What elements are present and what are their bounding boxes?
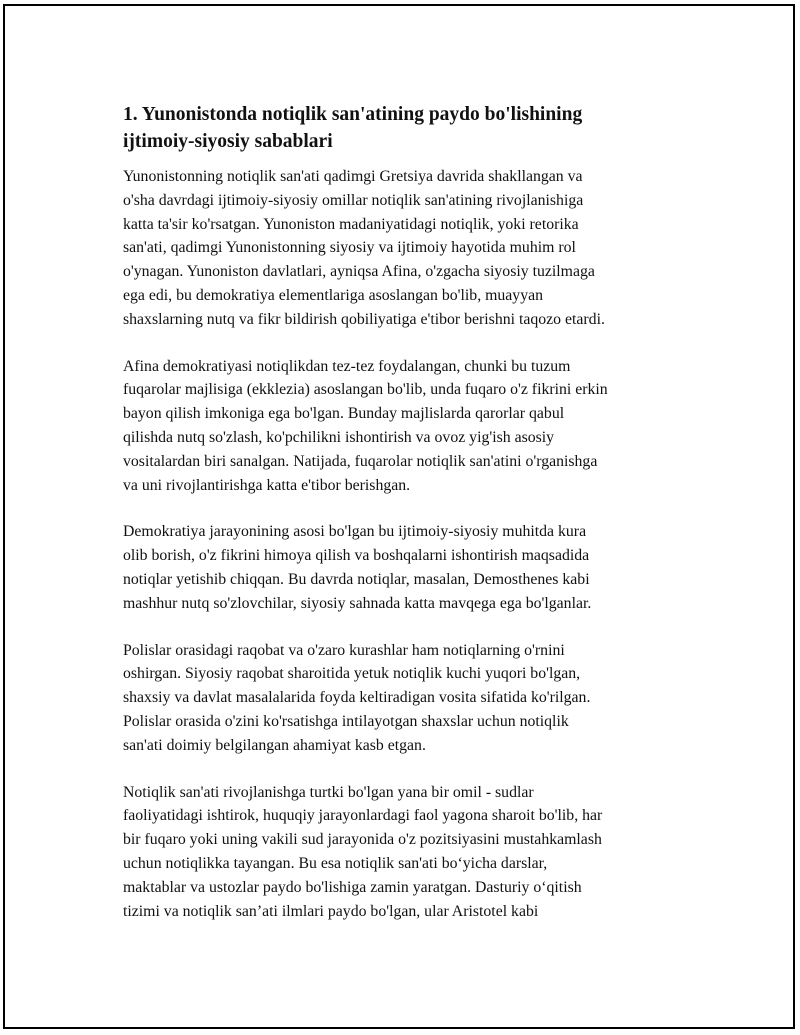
- text-line: shaxsiy va davlat masalalarida foyda keltiradigan vosita sifatida ko'rilgan.: [123, 689, 591, 707]
- text-line: shaxslarning nutq va fikr bildirish qobiliyatiga e'tibor berishni taqozo etardi.: [123, 310, 605, 328]
- page-frame: [3, 4, 795, 1029]
- text-line: san'ati doimiy belgilangan ahamiyat kasb etgan.: [123, 736, 426, 754]
- text-line: o'sha davrdagi ijtimoiy-siyosiy omillar notiqlik san'atining rivojlanishiga: [123, 191, 584, 209]
- text-line: qilishda nutq so'zlash, ko'pchilikni ishontirish va ovoz yig'ish asosiy: [123, 428, 555, 446]
- text-line: maktablar va ustozlar paydo bo'lishiga zamin yaratgan. Dasturiy o‘qitish: [123, 878, 582, 896]
- paragraph-3: [123, 520, 697, 615]
- text-line: olib borish, o'z fikrini himoya qilish va boshqalarni ishontirish maqsadida: [123, 547, 590, 565]
- text-line: Yunonistonning notiqlik san'ati qadimgi Gretsiya davrida shakllangan va: [123, 168, 583, 185]
- text-line: notiqlar yetishib chiqqan. Bu davrda notiqlar, masalan, Demosthenes kabi: [123, 570, 590, 588]
- text-line: tizimi va notiqlik san’ati ilmlari paydo bo'lgan, ular Aristotel kabi: [123, 902, 539, 920]
- text-line: bayon qilish imkoniga ega bo'lgan. Bunday majlislarda qarorlar qabul: [123, 405, 565, 423]
- text-line: san'ati, qadimgi Yunonistonning siyosiy va ijtimoiy hayotida muhim rol: [123, 239, 576, 257]
- text-line: oshirgan. Siyosiy raqobat sharoitida yetuk notiqlik kuchi yuqori bo'lgan,: [123, 665, 581, 683]
- heading-line: 1. Yunonistonda notiqlik san'atining paydo bo'lishining: [123, 104, 583, 125]
- text-line: fuqarolar majlisiga (ekklezia) asoslangan bo'lib, unda fuqaro o'z fikrini erkin: [123, 381, 608, 399]
- text-line: katta ta'sir ko'rsatgan. Yunoniston madaniyatidagi notiqlik, yoki retorika: [123, 215, 579, 233]
- text-line: Demokratiya jarayonining asosi bo'lgan bu ijtimoiy-siyosiy muhitda kura: [123, 523, 587, 541]
- heading-line: ijtimoiy-siyosiy sabablari: [123, 131, 333, 152]
- text-line: Notiqlik san'ati rivojlanishga turtki bo'lgan yana bir omil - sudlar: [123, 783, 534, 801]
- text-line: o'ynagan. Yunoniston davlatlari, ayniqsa Afina, o'zgacha siyosiy tuzilmaga: [123, 263, 595, 281]
- text-line: uchun notiqlikka tayangan. Bu esa notiqlik san'ati bo‘yicha darslar,: [123, 854, 548, 872]
- paragraph-4: [123, 639, 697, 758]
- text-line: Polislar orasidagi raqobat va o'zaro kurashlar ham notiqlarning o'rnini: [123, 641, 565, 659]
- document-body: [123, 101, 697, 946]
- paragraph-2: [123, 355, 697, 498]
- text-line: Polislar orasida o'zini ko'rsatishga intilayotgan shaxslar uchun notiqlik: [123, 712, 569, 730]
- text-line: vositalardan biri sanalgan. Natijada, fuqarolar notiqlik san'atini o'rganishga: [123, 452, 598, 470]
- text-line: faoliyatidagi ishtirok, huquqiy jarayonlardagi faol yagona sharoit bo'lib, har: [123, 807, 603, 825]
- text-line: va uni rivojlantirishga katta e'tibor berishgan.: [123, 476, 411, 494]
- text-line: bir fuqaro yoki uning vakili sud jarayonida o'z pozitsiyasini mustahkamlash: [123, 831, 602, 849]
- section-heading: [123, 101, 697, 155]
- text-line: Afina demokratiyasi notiqlikdan tez-tez foydalangan, chunki bu tuzum: [123, 357, 571, 375]
- text-line: mashhur nutq so'zlovchilar, siyosiy sahnada katta mavqega ega bo'lganlar.: [123, 594, 592, 612]
- paragraph-5: [123, 781, 697, 924]
- text-line: ega edi, bu demokratiya elementlariga asoslangan bo'lib, muayyan: [123, 286, 544, 304]
- paragraph-1: [123, 165, 697, 332]
